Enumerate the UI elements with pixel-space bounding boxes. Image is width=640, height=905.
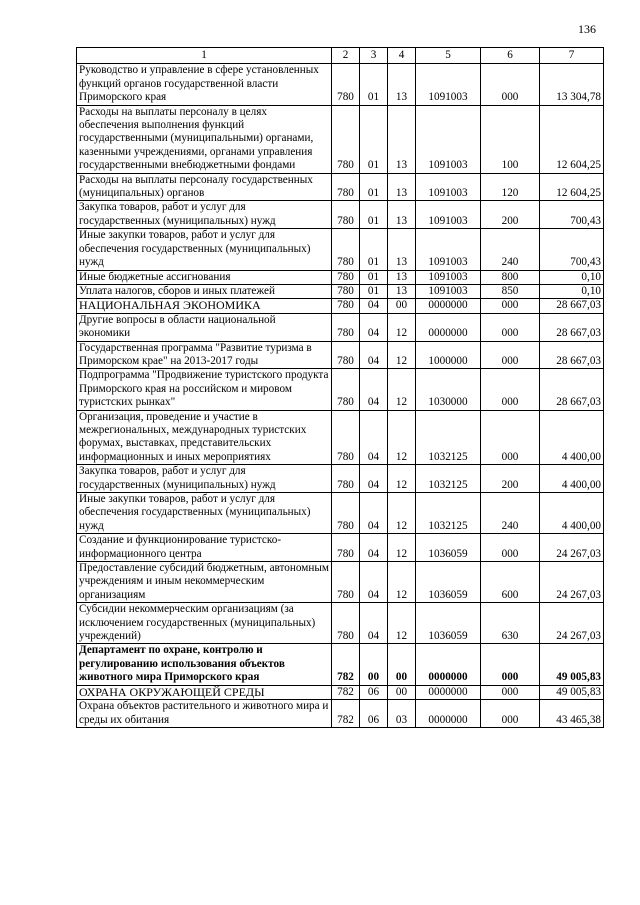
cell-name: Руководство и управление в сфере установленных функций органов государственной власти Приморского края — [77, 64, 332, 105]
table-row — [77, 270, 604, 284]
header-col-2: 2 — [332, 48, 360, 64]
table-row — [77, 562, 604, 603]
table-row — [77, 173, 604, 201]
cell-section: 01 — [360, 229, 388, 270]
cell-name: Предоставление субсидий бюджетным, автономным учреждениям и иным некоммерческим организациям — [77, 562, 332, 603]
cell-name: Иные закупки товаров, работ и услуг для обеспечения государственных (муниципальных) нужд — [77, 229, 332, 270]
cell-admin-code: 780 — [332, 369, 360, 410]
cell-admin-code: 780 — [332, 603, 360, 644]
cell-section: 04 — [360, 341, 388, 369]
budget-table — [76, 47, 604, 728]
cell-target-article: 1032125 — [416, 465, 481, 493]
table-row — [77, 284, 604, 298]
cell-amount: 12 604,25 — [540, 105, 604, 173]
cell-amount: 28 667,03 — [540, 299, 604, 313]
cell-section: 06 — [360, 685, 388, 699]
cell-admin-code: 780 — [332, 341, 360, 369]
cell-subsection: 00 — [388, 685, 416, 699]
cell-admin-code: 780 — [332, 465, 360, 493]
cell-name: Уплата налогов, сборов и иных платежей — [77, 284, 332, 298]
cell-section: 04 — [360, 465, 388, 493]
cell-name: Иные бюджетные ассигнования — [77, 270, 332, 284]
cell-expense-type: 000 — [481, 534, 540, 562]
cell-target-article: 1091003 — [416, 201, 481, 229]
cell-name: Закупка товаров, работ и услуг для государственных (муниципальных) нужд — [77, 201, 332, 229]
table-row — [77, 313, 604, 341]
header-col-6: 6 — [481, 48, 540, 64]
table-row — [77, 64, 604, 105]
page-number: 136 — [578, 22, 596, 36]
cell-admin-code: 780 — [332, 270, 360, 284]
cell-section: 04 — [360, 493, 388, 534]
table-row — [77, 410, 604, 465]
cell-name: ОХРАНА ОКРУЖАЮЩЕЙ СРЕДЫ — [77, 685, 332, 699]
cell-admin-code: 782 — [332, 700, 360, 728]
cell-subsection: 13 — [388, 270, 416, 284]
cell-section: 04 — [360, 369, 388, 410]
cell-subsection: 00 — [388, 299, 416, 313]
cell-admin-code: 780 — [332, 105, 360, 173]
cell-section: 04 — [360, 313, 388, 341]
cell-admin-code: 782 — [332, 644, 360, 685]
cell-target-article: 0000000 — [416, 700, 481, 728]
cell-expense-type: 200 — [481, 201, 540, 229]
cell-section: 04 — [360, 299, 388, 313]
cell-amount: 24 267,03 — [540, 562, 604, 603]
cell-name: Расходы на выплаты персоналу государственных (муниципальных) органов — [77, 173, 332, 201]
cell-admin-code: 780 — [332, 299, 360, 313]
cell-amount: 28 667,03 — [540, 313, 604, 341]
cell-amount: 49 005,83 — [540, 685, 604, 699]
cell-expense-type: 000 — [481, 644, 540, 685]
cell-section: 01 — [360, 64, 388, 105]
cell-admin-code: 780 — [332, 534, 360, 562]
table-row — [77, 299, 604, 313]
cell-name: Государственная программа "Развитие туризма в Приморском крае" на 2013-2017 годы — [77, 341, 332, 369]
cell-target-article: 0000000 — [416, 685, 481, 699]
cell-amount: 49 005,83 — [540, 644, 604, 685]
cell-section: 04 — [360, 562, 388, 603]
table-row — [77, 685, 604, 699]
cell-subsection: 12 — [388, 493, 416, 534]
cell-section: 04 — [360, 603, 388, 644]
cell-amount: 28 667,03 — [540, 369, 604, 410]
cell-admin-code: 780 — [332, 284, 360, 298]
cell-subsection: 12 — [388, 369, 416, 410]
table-row — [77, 644, 604, 685]
cell-section: 01 — [360, 284, 388, 298]
table-row — [77, 201, 604, 229]
cell-section: 06 — [360, 700, 388, 728]
header-col-1: 1 — [77, 48, 332, 64]
cell-name: Субсидии некоммерческим организациям (за исключением государственных (муниципальных) учреждений) — [77, 603, 332, 644]
cell-amount: 0,10 — [540, 284, 604, 298]
cell-expense-type: 000 — [481, 685, 540, 699]
cell-target-article: 0000000 — [416, 313, 481, 341]
cell-name: Организация, проведение и участие в межрегиональных, международных туристских форумах, выставках, представительских информационных и иных мероприятиях — [77, 410, 332, 465]
cell-target-article: 1091003 — [416, 105, 481, 173]
cell-expense-type: 200 — [481, 465, 540, 493]
header-col-4: 4 — [388, 48, 416, 64]
table-row — [77, 493, 604, 534]
cell-name: НАЦИОНАЛЬНАЯ ЭКОНОМИКА — [77, 299, 332, 313]
cell-amount: 43 465,38 — [540, 700, 604, 728]
cell-target-article: 1091003 — [416, 173, 481, 201]
cell-expense-type: 240 — [481, 493, 540, 534]
cell-name: Создание и функционирование туристско-информационного центра — [77, 534, 332, 562]
cell-name: Подпрограмма "Продвижение туристского продукта Приморского края на российском и мировом туристских рынках" — [77, 369, 332, 410]
cell-amount: 4 400,00 — [540, 493, 604, 534]
cell-amount: 0,10 — [540, 270, 604, 284]
cell-amount: 13 304,78 — [540, 64, 604, 105]
table-row — [77, 603, 604, 644]
cell-target-article: 1030000 — [416, 369, 481, 410]
cell-subsection: 12 — [388, 534, 416, 562]
cell-target-article: 1036059 — [416, 534, 481, 562]
cell-expense-type: 240 — [481, 229, 540, 270]
cell-admin-code: 782 — [332, 685, 360, 699]
cell-section: 01 — [360, 270, 388, 284]
cell-name: Департамент по охране, контролю и регулированию использования объектов животного мира Приморского края — [77, 644, 332, 685]
table-row — [77, 229, 604, 270]
cell-name: Закупка товаров, работ и услуг для государственных (муниципальных) нужд — [77, 465, 332, 493]
cell-expense-type: 000 — [481, 700, 540, 728]
cell-expense-type: 600 — [481, 562, 540, 603]
cell-amount: 700,43 — [540, 201, 604, 229]
table-row — [77, 105, 604, 173]
cell-admin-code: 780 — [332, 493, 360, 534]
cell-subsection: 13 — [388, 105, 416, 173]
cell-subsection: 13 — [388, 201, 416, 229]
cell-expense-type: 850 — [481, 284, 540, 298]
cell-subsection: 13 — [388, 284, 416, 298]
cell-admin-code: 780 — [332, 410, 360, 465]
cell-target-article: 1036059 — [416, 562, 481, 603]
cell-admin-code: 780 — [332, 64, 360, 105]
cell-target-article: 0000000 — [416, 644, 481, 685]
cell-subsection: 12 — [388, 410, 416, 465]
table-row — [77, 465, 604, 493]
header-col-5: 5 — [416, 48, 481, 64]
cell-section: 01 — [360, 173, 388, 201]
cell-subsection: 12 — [388, 313, 416, 341]
cell-admin-code: 780 — [332, 313, 360, 341]
cell-expense-type: 120 — [481, 173, 540, 201]
table-row — [77, 341, 604, 369]
cell-expense-type: 000 — [481, 410, 540, 465]
cell-section: 01 — [360, 105, 388, 173]
table-row — [77, 369, 604, 410]
cell-subsection: 03 — [388, 700, 416, 728]
cell-expense-type: 000 — [481, 341, 540, 369]
cell-name: Другие вопросы в области национальной экономики — [77, 313, 332, 341]
table-row — [77, 534, 604, 562]
cell-target-article: 1091003 — [416, 270, 481, 284]
cell-admin-code: 780 — [332, 173, 360, 201]
cell-target-article: 1091003 — [416, 229, 481, 270]
cell-expense-type: 000 — [481, 299, 540, 313]
cell-subsection: 13 — [388, 229, 416, 270]
cell-target-article: 0000000 — [416, 299, 481, 313]
cell-subsection: 12 — [388, 465, 416, 493]
cell-expense-type: 630 — [481, 603, 540, 644]
cell-section: 04 — [360, 410, 388, 465]
cell-amount: 12 604,25 — [540, 173, 604, 201]
cell-subsection: 00 — [388, 644, 416, 685]
cell-amount: 4 400,00 — [540, 465, 604, 493]
cell-section: 01 — [360, 201, 388, 229]
cell-target-article: 1091003 — [416, 64, 481, 105]
cell-subsection: 12 — [388, 341, 416, 369]
cell-subsection: 13 — [388, 173, 416, 201]
cell-admin-code: 780 — [332, 562, 360, 603]
cell-expense-type: 000 — [481, 313, 540, 341]
cell-subsection: 12 — [388, 562, 416, 603]
cell-expense-type: 000 — [481, 369, 540, 410]
cell-name: Расходы на выплаты персоналу в целях обеспечения выполнения функций государственными (муниципальными) органами, казенными учреждениями, органами управления государственными внебюджетными фондами — [77, 105, 332, 173]
cell-amount: 4 400,00 — [540, 410, 604, 465]
budget-table-body — [77, 48, 604, 728]
cell-target-article: 1091003 — [416, 284, 481, 298]
table-header-row — [77, 48, 604, 64]
table-row — [77, 700, 604, 728]
cell-name: Иные закупки товаров, работ и услуг для обеспечения государственных (муниципальных) нужд — [77, 493, 332, 534]
cell-target-article: 1000000 — [416, 341, 481, 369]
cell-admin-code: 780 — [332, 229, 360, 270]
cell-amount: 24 267,03 — [540, 603, 604, 644]
cell-section: 04 — [360, 534, 388, 562]
header-col-7: 7 — [540, 48, 604, 64]
cell-target-article: 1032125 — [416, 493, 481, 534]
cell-subsection: 13 — [388, 64, 416, 105]
cell-expense-type: 800 — [481, 270, 540, 284]
cell-amount: 700,43 — [540, 229, 604, 270]
cell-target-article: 1036059 — [416, 603, 481, 644]
cell-expense-type: 100 — [481, 105, 540, 173]
cell-target-article: 1032125 — [416, 410, 481, 465]
cell-amount: 28 667,03 — [540, 341, 604, 369]
cell-amount: 24 267,03 — [540, 534, 604, 562]
cell-subsection: 12 — [388, 603, 416, 644]
header-col-3: 3 — [360, 48, 388, 64]
cell-expense-type: 000 — [481, 64, 540, 105]
cell-admin-code: 780 — [332, 201, 360, 229]
cell-section: 00 — [360, 644, 388, 685]
cell-name: Охрана объектов растительного и животного мира и среды их обитания — [77, 700, 332, 728]
